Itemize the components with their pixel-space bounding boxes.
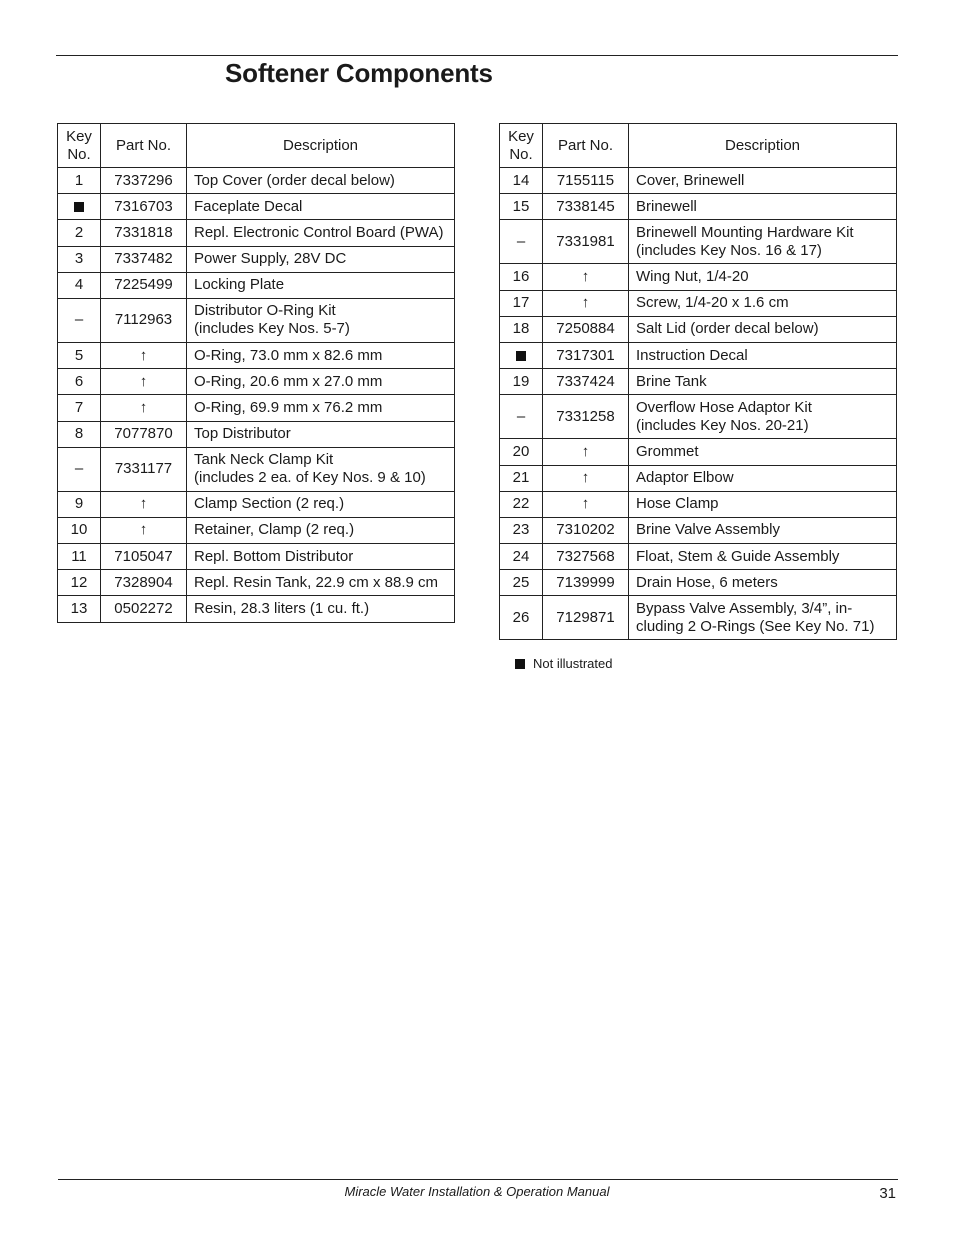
part-no-cell [101, 491, 187, 517]
table-row [500, 316, 897, 342]
description-cell: Screw, 1/4-20 x 1.6 cm [629, 290, 897, 316]
part-no-cell [101, 395, 187, 421]
up-arrow-icon: ↑ [139, 372, 148, 390]
up-arrow-icon: ↑ [581, 469, 590, 487]
legend-note [515, 656, 612, 671]
part-no-cell: 7225499 [101, 272, 187, 298]
description-cell: O-Ring, 20.6 mm x 27.0 mm [187, 369, 455, 395]
table-row [58, 220, 455, 246]
description-cell: Clamp Section (2 req.) [187, 491, 455, 517]
table-row [58, 447, 455, 491]
part-no-cell: 7331258 [543, 395, 629, 439]
key-no-cell: 6 [58, 369, 101, 395]
table-row [500, 168, 897, 194]
key-no-cell: 14 [500, 168, 543, 194]
description-cell: Power Supply, 28V DC [187, 246, 455, 272]
components-table-left [57, 123, 455, 623]
part-no-cell [543, 465, 629, 491]
table-header-row [58, 124, 455, 168]
table-row [500, 596, 897, 640]
bottom-rule [58, 1179, 898, 1180]
black-square-icon [516, 351, 526, 361]
table-row [58, 421, 455, 447]
part-no-cell: 7139999 [543, 570, 629, 596]
key-no-cell [58, 194, 101, 220]
key-no-cell: 24 [500, 544, 543, 570]
key-no-cell: 2 [58, 220, 101, 246]
table-row [500, 570, 897, 596]
table-row [58, 194, 455, 220]
part-no-cell: 7250884 [543, 316, 629, 342]
part-no-cell [101, 369, 187, 395]
table-row [58, 517, 455, 543]
description-cell: Top Cover (order decal below) [187, 168, 455, 194]
key-no-cell: 15 [500, 194, 543, 220]
up-arrow-icon: ↑ [139, 346, 148, 364]
table-row [58, 246, 455, 272]
part-no-cell: 7327568 [543, 544, 629, 570]
table-row [500, 517, 897, 543]
description-cell: Locking Plate [187, 272, 455, 298]
table-row [58, 570, 455, 596]
note-text: Not illustrated [533, 656, 613, 671]
table-row [58, 272, 455, 298]
key-no-cell: 8 [58, 421, 101, 447]
description-cell: Tank Neck Clamp Kit (includes 2 ea. of Key Nos. 9 & 10) [187, 447, 455, 491]
left-table-body [58, 168, 455, 623]
key-no-cell: – [500, 220, 543, 264]
part-no-cell: 7331818 [101, 220, 187, 246]
description-cell: Top Distributor [187, 421, 455, 447]
description-cell: Salt Lid (order decal below) [629, 316, 897, 342]
key-no-cell: 26 [500, 596, 543, 640]
up-arrow-icon: ↑ [581, 267, 590, 285]
key-no-cell: – [58, 447, 101, 491]
description-cell: Brine Tank [629, 369, 897, 395]
description-cell: Resin, 28.3 liters (1 cu. ft.) [187, 596, 455, 622]
description-cell: Wing Nut, 1/4-20 [629, 264, 897, 290]
part-no-cell: 7077870 [101, 421, 187, 447]
key-no-cell [500, 342, 543, 368]
page-number: 31 [879, 1185, 896, 1202]
up-arrow-icon: ↑ [139, 521, 148, 539]
key-no-cell: 19 [500, 369, 543, 395]
up-arrow-icon: ↑ [139, 398, 148, 416]
part-no-cell: 7337296 [101, 168, 187, 194]
table-row [500, 290, 897, 316]
description-cell: Faceplate Decal [187, 194, 455, 220]
description-cell: Grommet [629, 439, 897, 465]
right-table-body [500, 168, 897, 640]
part-no-cell: 0502272 [101, 596, 187, 622]
table-row [500, 439, 897, 465]
table-row [500, 342, 897, 368]
part-no-cell: 7337482 [101, 246, 187, 272]
table-row [58, 491, 455, 517]
key-no-cell: 3 [58, 246, 101, 272]
description-cell: O-Ring, 69.9 mm x 76.2 mm [187, 395, 455, 421]
part-no-cell [543, 439, 629, 465]
key-no-cell: 1 [58, 168, 101, 194]
key-no-cell: – [58, 298, 101, 342]
part-no-cell [101, 517, 187, 543]
key-no-cell: 17 [500, 290, 543, 316]
part-no-cell [543, 264, 629, 290]
header-description: Description [187, 124, 455, 168]
black-square-icon [74, 202, 84, 212]
part-no-cell: 7129871 [543, 596, 629, 640]
table-row [500, 369, 897, 395]
table-row [58, 395, 455, 421]
table-row [500, 491, 897, 517]
key-no-cell: 9 [58, 491, 101, 517]
footer-manual-title: Miracle Water Installation & Operation Manual [344, 1184, 610, 1199]
table-row [58, 369, 455, 395]
part-no-cell: 7112963 [101, 298, 187, 342]
table-row [500, 465, 897, 491]
part-no-cell: 7310202 [543, 517, 629, 543]
table-row [58, 298, 455, 342]
description-cell: Retainer, Clamp (2 req.) [187, 517, 455, 543]
key-no-cell: 25 [500, 570, 543, 596]
header-key-no: Key No. [500, 124, 543, 168]
description-cell: Brine Valve Assembly [629, 517, 897, 543]
key-no-cell: 20 [500, 439, 543, 465]
up-arrow-icon: ↑ [581, 495, 590, 513]
part-no-cell: 7331177 [101, 447, 187, 491]
description-cell: Brinewell [629, 194, 897, 220]
description-cell: Repl. Electronic Control Board (PWA) [187, 220, 455, 246]
header-description: Description [629, 124, 897, 168]
key-no-cell: 21 [500, 465, 543, 491]
description-cell: Bypass Valve Assembly, 3/4”, in- cluding 2 O-Rings (See Key No. 71) [629, 596, 897, 640]
part-no-cell: 7338145 [543, 194, 629, 220]
part-no-cell: 7317301 [543, 342, 629, 368]
part-no-cell [543, 290, 629, 316]
key-no-cell: 7 [58, 395, 101, 421]
part-no-cell: 7337424 [543, 369, 629, 395]
up-arrow-icon: ↑ [139, 495, 148, 513]
key-no-cell: 5 [58, 342, 101, 368]
description-cell: Hose Clamp [629, 491, 897, 517]
header-key-no: Key No. [58, 124, 101, 168]
description-cell: Adaptor Elbow [629, 465, 897, 491]
table-row [500, 264, 897, 290]
up-arrow-icon: ↑ [581, 294, 590, 312]
black-square-icon [515, 659, 525, 669]
header-part-no: Part No. [101, 124, 187, 168]
part-no-cell: 7331981 [543, 220, 629, 264]
part-no-cell: 7328904 [101, 570, 187, 596]
description-cell: Drain Hose, 6 meters [629, 570, 897, 596]
key-no-cell: 13 [58, 596, 101, 622]
top-rule [56, 55, 898, 56]
table-row [58, 596, 455, 622]
part-no-cell [101, 342, 187, 368]
description-cell: Repl. Resin Tank, 22.9 cm x 88.9 cm [187, 570, 455, 596]
key-no-cell: 22 [500, 491, 543, 517]
table-row [58, 544, 455, 570]
part-no-cell: 7105047 [101, 544, 187, 570]
key-no-cell: 4 [58, 272, 101, 298]
description-cell: Brinewell Mounting Hardware Kit (includes Key Nos. 16 & 17) [629, 220, 897, 264]
key-no-cell: 10 [58, 517, 101, 543]
description-cell: Repl. Bottom Distributor [187, 544, 455, 570]
part-no-cell: 7316703 [101, 194, 187, 220]
description-cell: Distributor O-Ring Kit (includes Key Nos. 5-7) [187, 298, 455, 342]
page-title: Softener Components [225, 58, 493, 88]
key-no-cell: 18 [500, 316, 543, 342]
part-no-cell: 7155115 [543, 168, 629, 194]
description-cell: O-Ring, 73.0 mm x 82.6 mm [187, 342, 455, 368]
header-part-no: Part No. [543, 124, 629, 168]
description-cell: Overflow Hose Adaptor Kit (includes Key Nos. 20-21) [629, 395, 897, 439]
key-no-cell: 12 [58, 570, 101, 596]
table-header-row [500, 124, 897, 168]
table-row [500, 194, 897, 220]
table-row [500, 544, 897, 570]
up-arrow-icon: ↑ [581, 442, 590, 460]
key-no-cell: 11 [58, 544, 101, 570]
key-no-cell: 16 [500, 264, 543, 290]
key-no-cell: – [500, 395, 543, 439]
key-no-cell: 23 [500, 517, 543, 543]
table-row [500, 220, 897, 264]
table-row [58, 342, 455, 368]
description-cell: Float, Stem & Guide Assembly [629, 544, 897, 570]
table-row [500, 395, 897, 439]
components-table-right [499, 123, 897, 640]
description-cell: Instruction Decal [629, 342, 897, 368]
table-row [58, 168, 455, 194]
description-cell: Cover, Brinewell [629, 168, 897, 194]
part-no-cell [543, 491, 629, 517]
